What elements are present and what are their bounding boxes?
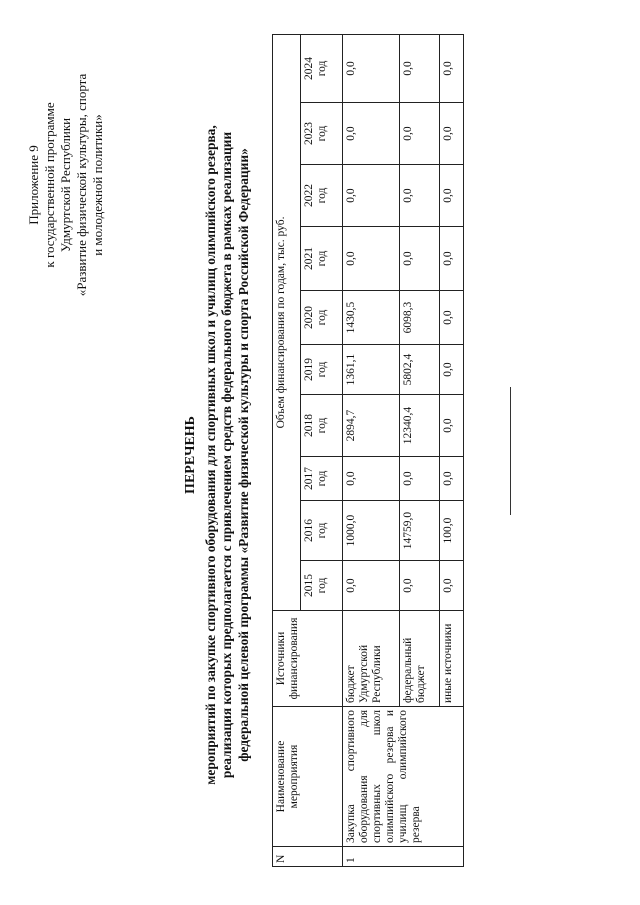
header-volume: Объем финансирования по годам, тыс. руб. [273,34,301,610]
value-cell: 14759,0 [400,501,440,561]
document-title: ПЕРЕЧЕНЬ [183,416,198,494]
year-cell: 2018 год [301,395,343,457]
appendix-line: и молодежной политики» [90,114,105,256]
value-cell: 0,0 [400,561,440,611]
heading-line: федеральной целевой программы «Развитие физической культуры и спорта Российской Федерации» [235,148,251,762]
value-cell: 5802,4 [400,345,440,395]
source-cell: федеральный бюджет [400,611,440,707]
value-cell: 100,0 [440,501,464,561]
value-cell: 0,0 [440,561,464,611]
year-cell: 2019 год [301,345,343,395]
value-cell: 0,0 [440,345,464,395]
year-cell: 2020 год [301,291,343,345]
value-cell: 0,0 [440,457,464,501]
value-cell: 1000,0 [343,501,400,561]
value-cell: 0,0 [343,457,400,501]
value-cell: 6098,3 [400,291,440,345]
row-num: 1 [343,847,464,867]
value-cell: 0,0 [343,165,400,227]
value-cell: 0,0 [343,227,400,291]
row-name: Закупка спортивного оборудования для спортивных школ олимпийского резерва и училищ олимпийского резерва [343,707,464,847]
year-cell: 2016 год [301,501,343,561]
footer-divider [510,387,511,515]
value-cell: 0,0 [343,103,400,165]
year-cell: 2017 год [301,457,343,501]
value-cell: 0,0 [440,103,464,165]
value-cell: 0,0 [400,103,440,165]
value-cell: 1430,5 [343,291,400,345]
year-cell: 2024 год [301,34,343,102]
appendix-line: к государственной программе [42,102,57,268]
heading-line: мероприятий по закупке спортивного оборудования для спортивных школ и училищ олимпийского резерва, [202,125,218,785]
value-cell: 0,0 [343,34,400,102]
table-header-row [273,34,301,866]
header-name: Наименование мероприятия [273,707,343,847]
year-cell: 2015 год [301,561,343,611]
value-cell: 0,0 [440,291,464,345]
value-cell: 0,0 [400,34,440,102]
year-cell: 2023 год [301,103,343,165]
value-cell: 12340,4 [400,395,440,457]
value-cell: 0,0 [400,227,440,291]
value-cell: 0,0 [400,457,440,501]
value-cell: 0,0 [440,395,464,457]
header-num: N [273,847,343,867]
value-cell: 2894,7 [343,395,400,457]
value-cell: 1361,1 [343,345,400,395]
value-cell: 0,0 [440,227,464,291]
value-cell: 0,0 [400,165,440,227]
document-heading [183,45,252,865]
source-cell: бюджет Удмуртской Республики [343,611,400,707]
table-row [343,34,400,866]
value-cell: 0,0 [343,561,400,611]
value-cell: 0,0 [440,165,464,227]
financing-table [272,34,464,867]
appendix-block [26,35,106,335]
year-cell: 2022 год [301,165,343,227]
header-source: Источники финансирования [273,611,343,707]
heading-line: реализация которых предполагается с привлечением средств федерального бюджета в рамках реализации [219,131,234,779]
appendix-line: Удмуртской Республики [58,117,73,253]
appendix-line: «Развитие физической культуры, спорта [74,73,89,297]
year-cell: 2021 год [301,227,343,291]
value-cell: 0,0 [440,34,464,102]
appendix-line: Приложение 9 [26,145,41,225]
source-cell: иные источники [440,611,464,707]
